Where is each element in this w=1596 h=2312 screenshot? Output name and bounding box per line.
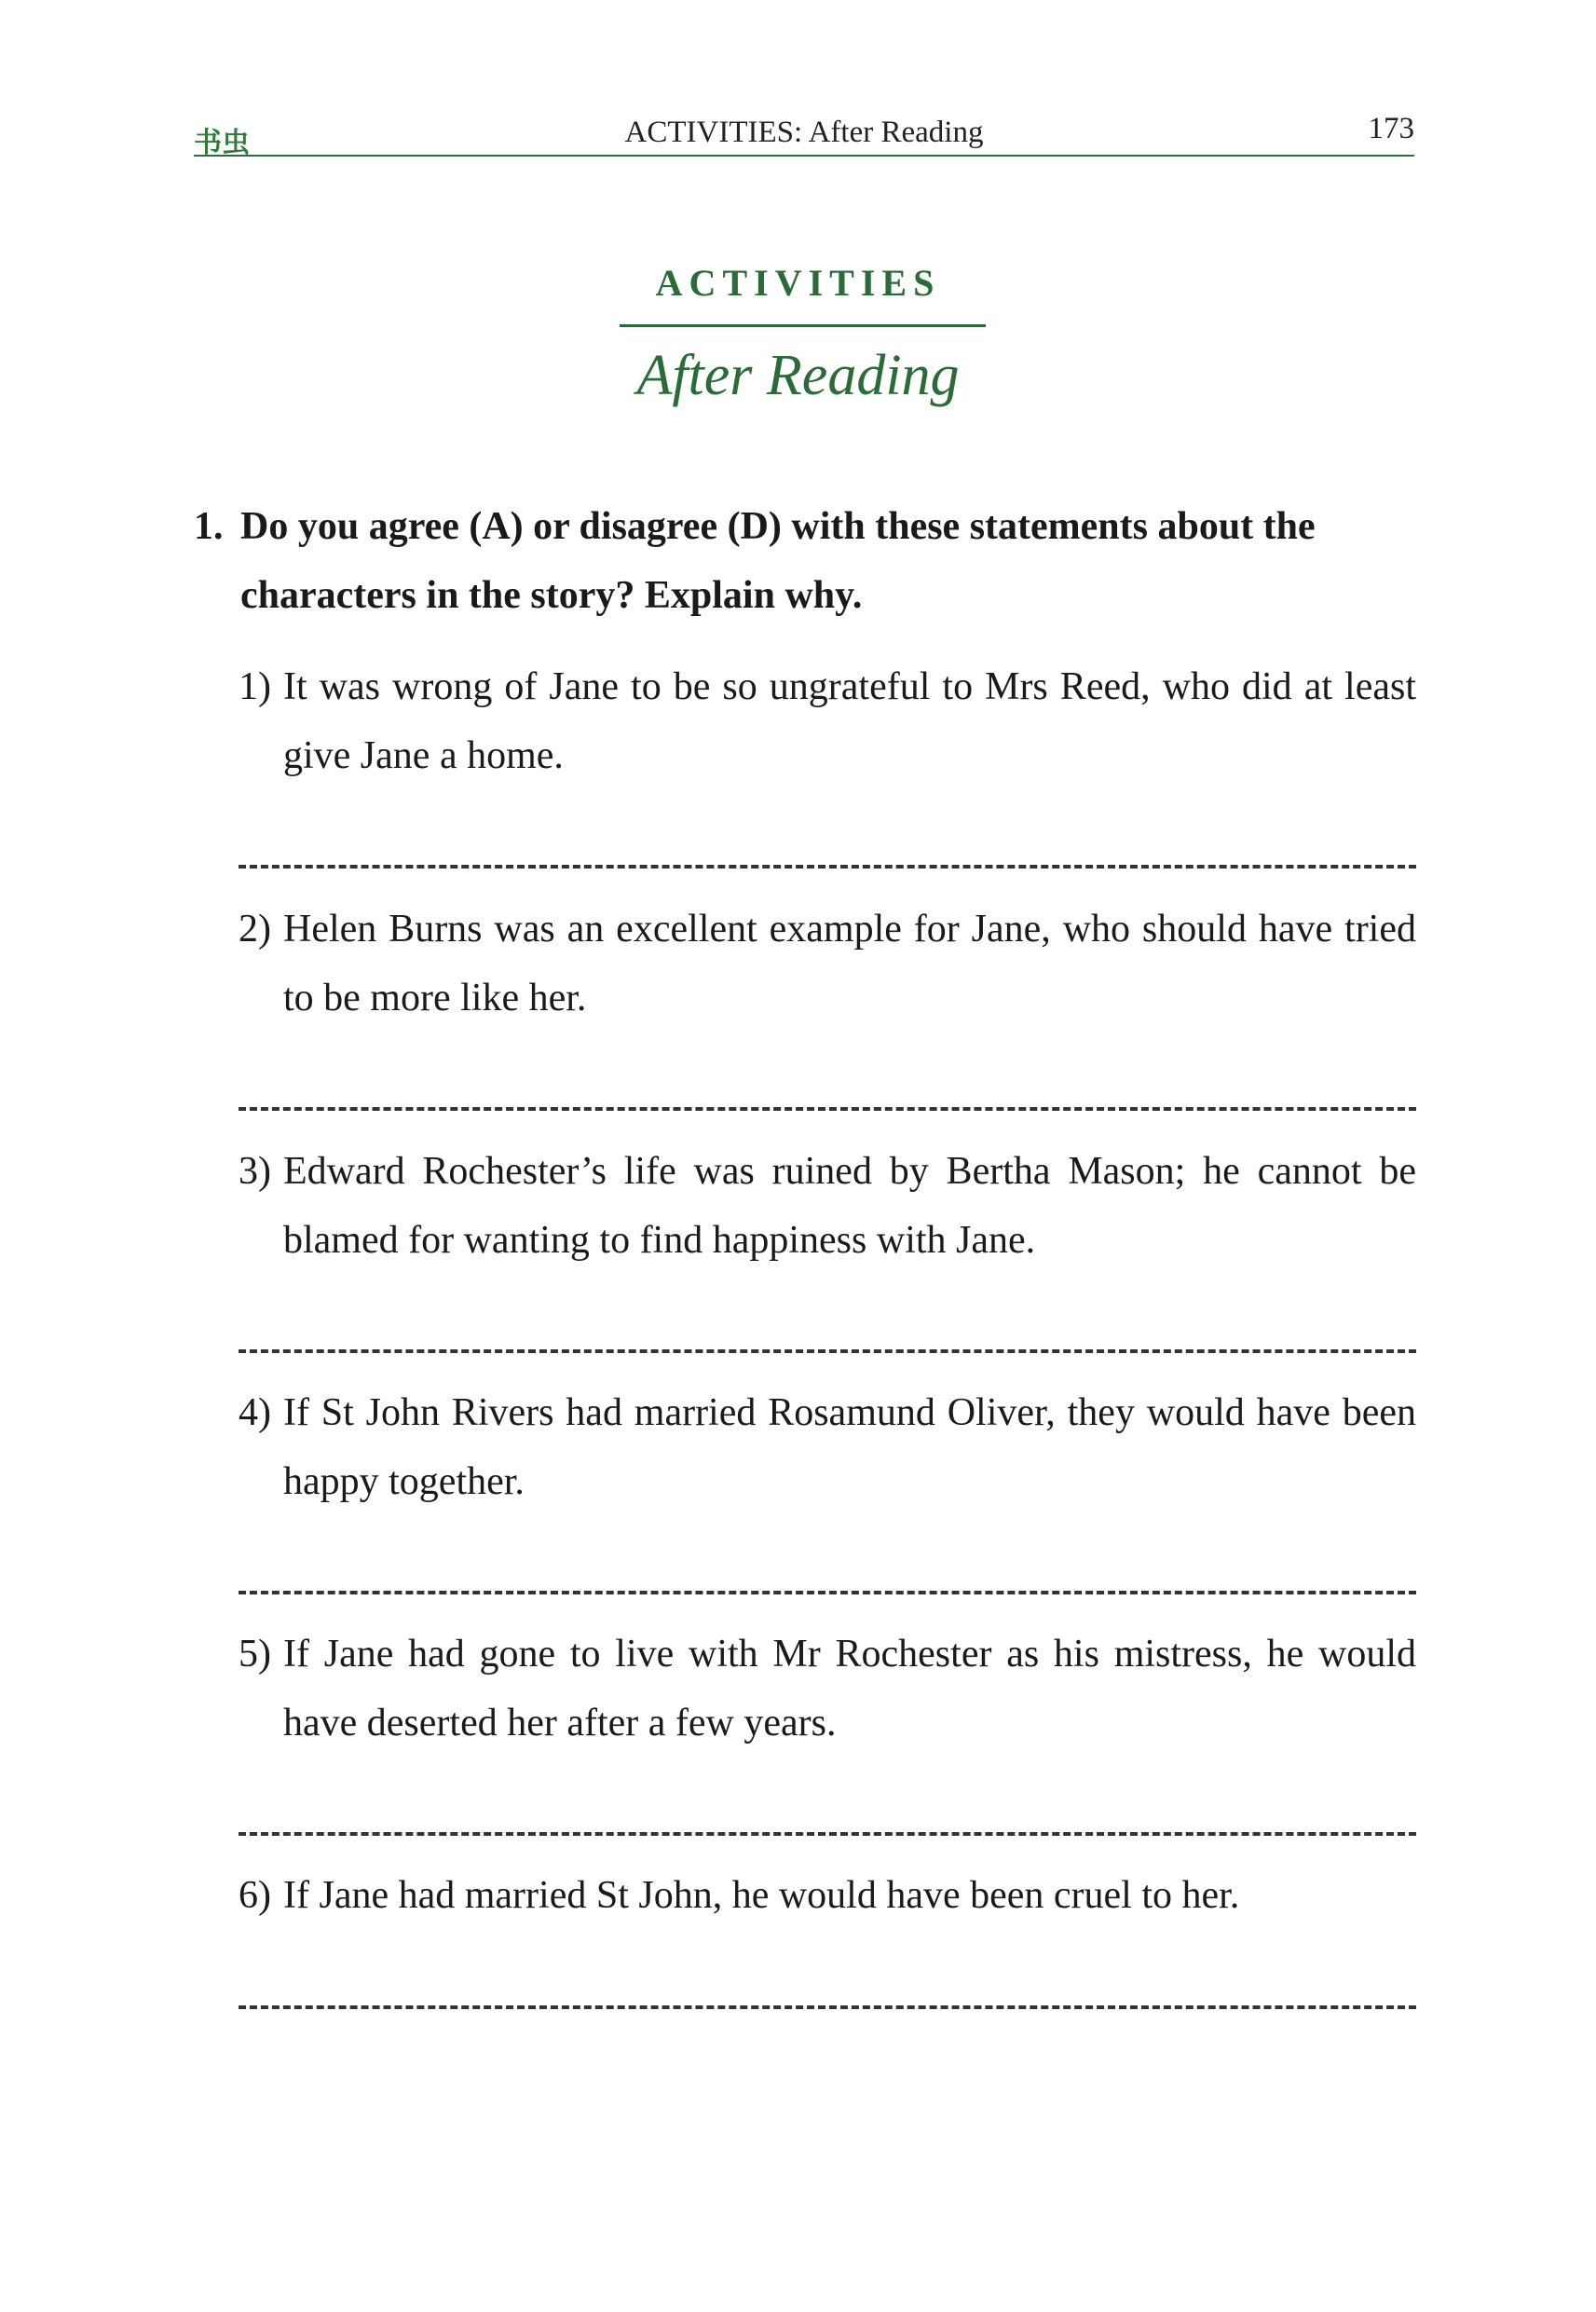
statement-text: If Jane had gone to live with Mr Rochester as his mistress, he would have deserted her after a few years.	[283, 1633, 1416, 1744]
question-text: Do you agree (A) or disagree (D) with these statements about the characters in the story? Explain why.	[240, 505, 1316, 617]
question-prompt	[194, 492, 1416, 630]
section-title: After Reading	[636, 344, 960, 407]
statement-number: 3)	[239, 1150, 271, 1193]
title-divider	[620, 324, 986, 327]
running-title: ACTIVITIES: After Reading	[624, 116, 984, 149]
statement-item	[239, 895, 1416, 1033]
statement-number: 5)	[239, 1633, 271, 1676]
statement-number: 6)	[239, 1874, 271, 1917]
statement-number: 4)	[239, 1391, 271, 1434]
statement-item	[239, 1378, 1416, 1516]
statement-item	[239, 1620, 1416, 1758]
page-number: 173	[1368, 112, 1414, 145]
statement-item	[239, 652, 1416, 790]
series-logo: 书虫	[194, 127, 250, 159]
statement-item	[239, 1137, 1416, 1275]
section-kicker: ACTIVITIES	[655, 262, 941, 304]
statement-number: 2)	[239, 908, 271, 951]
statement-text: Helen Burns was an excellent example for Jane, who should have tried to be more like her.	[283, 908, 1416, 1019]
statement-text: It was wrong of Jane to be so ungrateful to Mrs Reed, who did at least give Jane a home.	[283, 665, 1416, 777]
question-number: 1.	[194, 505, 224, 548]
statement-item	[239, 1861, 1416, 1930]
answer-line[interactable]	[239, 1107, 1416, 1111]
answer-line[interactable]	[239, 1832, 1416, 1836]
answer-line[interactable]	[239, 1591, 1416, 1594]
answer-line[interactable]	[239, 1349, 1416, 1353]
answer-line[interactable]	[239, 865, 1416, 869]
running-header	[194, 110, 1414, 157]
statement-text: If St John Rivers had married Rosamund Oliver, they would have been happy together.	[283, 1391, 1416, 1503]
statement-text: If Jane had married St John, he would have been cruel to her.	[283, 1874, 1240, 1917]
statement-text: Edward Rochester’s life was ruined by Bertha Mason; he cannot be blamed for wanting to find happiness with Jane.	[283, 1150, 1416, 1262]
answer-line[interactable]	[239, 2005, 1416, 2009]
statement-number: 1)	[239, 665, 271, 708]
